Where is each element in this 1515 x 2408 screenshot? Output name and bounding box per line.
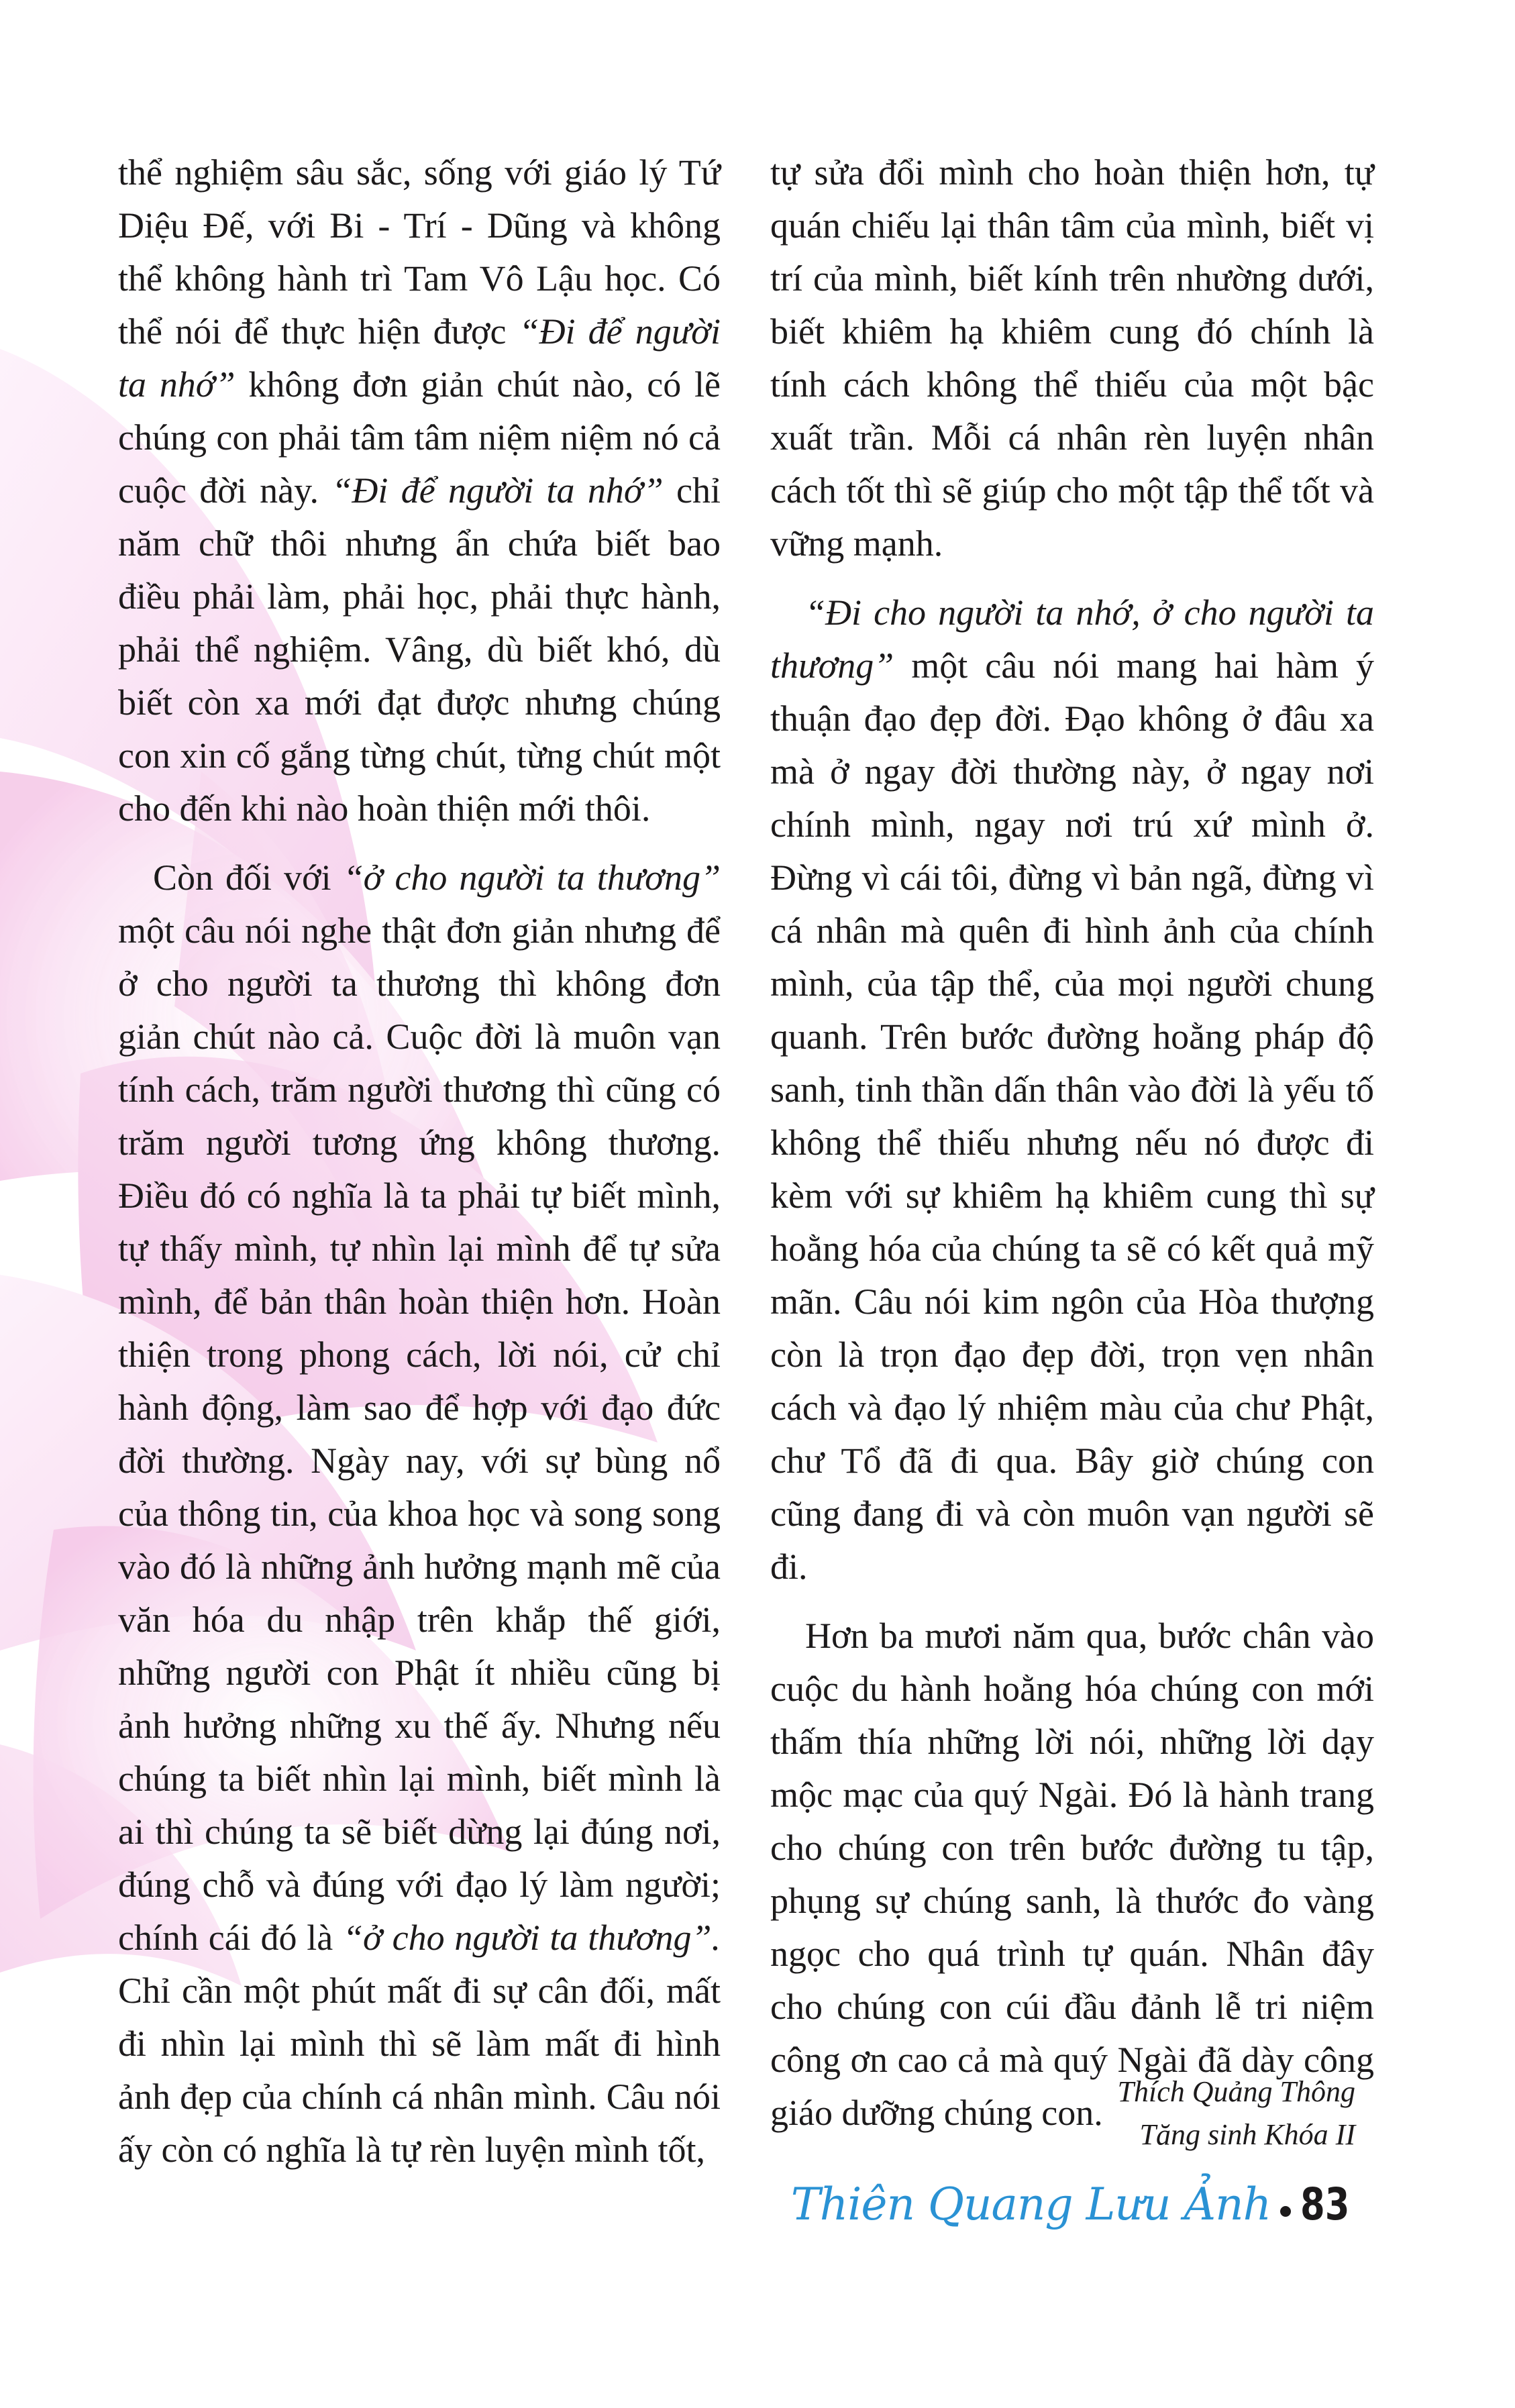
separator-dot-icon bbox=[1280, 2206, 1291, 2217]
left-paragraph-2 bbox=[118, 851, 721, 2177]
author-role: Tăng sinh Khóa II bbox=[1139, 2118, 1355, 2151]
author-signature bbox=[1118, 2071, 1355, 2156]
quote-di-cho-nguoi-ta-nho: “Đi cho người ta nhớ, ở cho người ta thương” bbox=[770, 592, 1374, 686]
left-p1-text: thể nghiệm sâu sắc, sống với giáo lý Tứ Diệu Đế, với Bi - Trí - Dũng và không thể không hành trì Tam Vô Lậu học. Có thể nói để thực hiện được bbox=[118, 152, 721, 352]
right-paragraph-1 bbox=[770, 146, 1374, 570]
right-p1-text: tự sửa đổi mình cho hoàn thiện hơn, tự quán chiếu lại thân tâm của mình, biết vị trí của mình, biết kính trên nhường dưới, biết khiêm hạ khiêm cung đó chính là tính cách không thể thiếu của một bậc xuất trần. Mỗi cá nhân rèn luyện nhân cách tốt thì sẽ giúp cho một tập thể tốt và vững mạnh. bbox=[770, 152, 1374, 564]
right-column bbox=[770, 146, 1374, 2140]
left-paragraph-1 bbox=[118, 146, 721, 835]
right-p2-text: một câu nói mang hai hàm ý thuận đạo đẹp đời. Đạo không ở đâu xa mà ở ngay đời thường này, ở ngay nơi chính mình, ngay nơi trú xứ mình ở. Đừng vì cái tôi, đừng vì bản ngã, đừng vì cá nhân mà quên đi hình ảnh của chính mình, của tập thể, của mọi người chung quanh. Trên bước đường hoằng pháp độ sanh, tinh thần dấn thân vào đời là yếu tố không thể thiếu nhưng nếu nó được đi kèm với sự khiêm hạ khiêm cung thì sự hoằng hóa của chúng ta sẽ có kết quả mỹ mãn. Câu nói kim ngôn của Hòa thượng còn là trọn đạo đẹp đời, trọn vẹn nhân cách và đạo lý nhiệm màu của chư Phật, chư Tổ đã đi qua. Bây giờ chúng con cũng đang đi và còn muôn vạn người sẽ đi. bbox=[770, 645, 1375, 1587]
page-footer bbox=[791, 2174, 1362, 2234]
left-p2-text-b: một câu nói nghe thật đơn giản nhưng để ở cho người ta thương thì không đơn giản chút nào cả. Cuộc đời là muôn vạn tính cách, trăm người thương thì cũng có trăm người tương ứng không thương. Điều đó có nghĩa là ta phải tự biết mình, tự thấy mình, tự nhìn lại mình để tự sửa mình, để bản thân hoàn thiện hơn. Hoàn thiện trong phong cách, lời nói, cử chỉ hành động, làm sao để hợp với đạo đức đời thường. Ngày nay, với sự bùng nổ của thông tin, của khoa học và song song vào đó là những ảnh hưởng mạnh mẽ của văn hóa du nhập trên khắp thế giới, những người con Phật ít nhiều cũng bị ảnh hưởng những xu thế ấy. Nhưng nếu chúng ta biết nhìn lại mình, biết mình là ai thì chúng ta sẽ biết dừng lại đúng nơi, đúng chỗ và đúng với đạo lý làm người; chính cái đó là bbox=[118, 910, 721, 1958]
quote-o-cho-nguoi-ta-thuong-2: “ở cho người ta thương”. bbox=[343, 1918, 721, 1958]
left-p2-text-c: Chỉ cần một phút mất đi sự cân đối, mất đi nhìn lại mình thì sẽ làm mất đi hình ảnh đẹp của chính cá nhân mình. Câu nói ấy còn có nghĩa là tự rèn luyện mình tốt, bbox=[118, 1971, 721, 2170]
quote-di-de-nguoi-ta-nho: “Đi để người ta nhớ” bbox=[118, 311, 721, 405]
left-column bbox=[118, 146, 721, 2177]
author-name: Thích Quảng Thông bbox=[1117, 2075, 1355, 2108]
publication-title: Thiên Quang Lưu Ảnh bbox=[790, 2178, 1271, 2230]
right-p3-text: Hơn ba mươi năm qua, bước chân vào cuộc du hành hoằng hóa chúng con mới thấm thía những lời nói, những lời dạy mộc mạc của quý Ngài. Đó là hành trang cho chúng con trên bước đường tu tập, phụng sự chúng sanh, là thước đo vàng ngọc cho quá trình tự quán. Nhân đây cho chúng con cúi đầu đảnh lễ tri niệm công ơn cao cả mà quý Ngài đã dày công giáo dưỡng chúng con. bbox=[770, 1616, 1374, 2133]
quote-di-de-nguoi-ta-nho-2: “Đi để người ta nhớ” bbox=[331, 470, 664, 511]
left-p2-text-a: Còn đối với bbox=[153, 857, 331, 898]
left-p1-text-c: chỉ năm chữ thôi nhưng ẩn chứa biết bao điều phải làm, phải học, phải thực hành, phải thể nghiệm. Vâng, dù biết khó, dù biết còn xa mới đạt được nhưng chúng con xin cố gắng từng chút, từng chút một cho đến khi nào hoàn thiện mới thôi. bbox=[118, 470, 721, 829]
right-paragraph-2 bbox=[770, 586, 1374, 1593]
right-paragraph-3 bbox=[770, 1610, 1374, 2140]
quote-o-cho-nguoi-ta-thuong: “ở cho người ta thương” bbox=[343, 857, 721, 898]
left-p1-text-b: không đơn giản chút nào, có lẽ chúng con phải tâm tâm niệm niệm nó cả cuộc đời này. bbox=[118, 364, 721, 511]
page-number: 83 bbox=[1300, 2178, 1350, 2230]
